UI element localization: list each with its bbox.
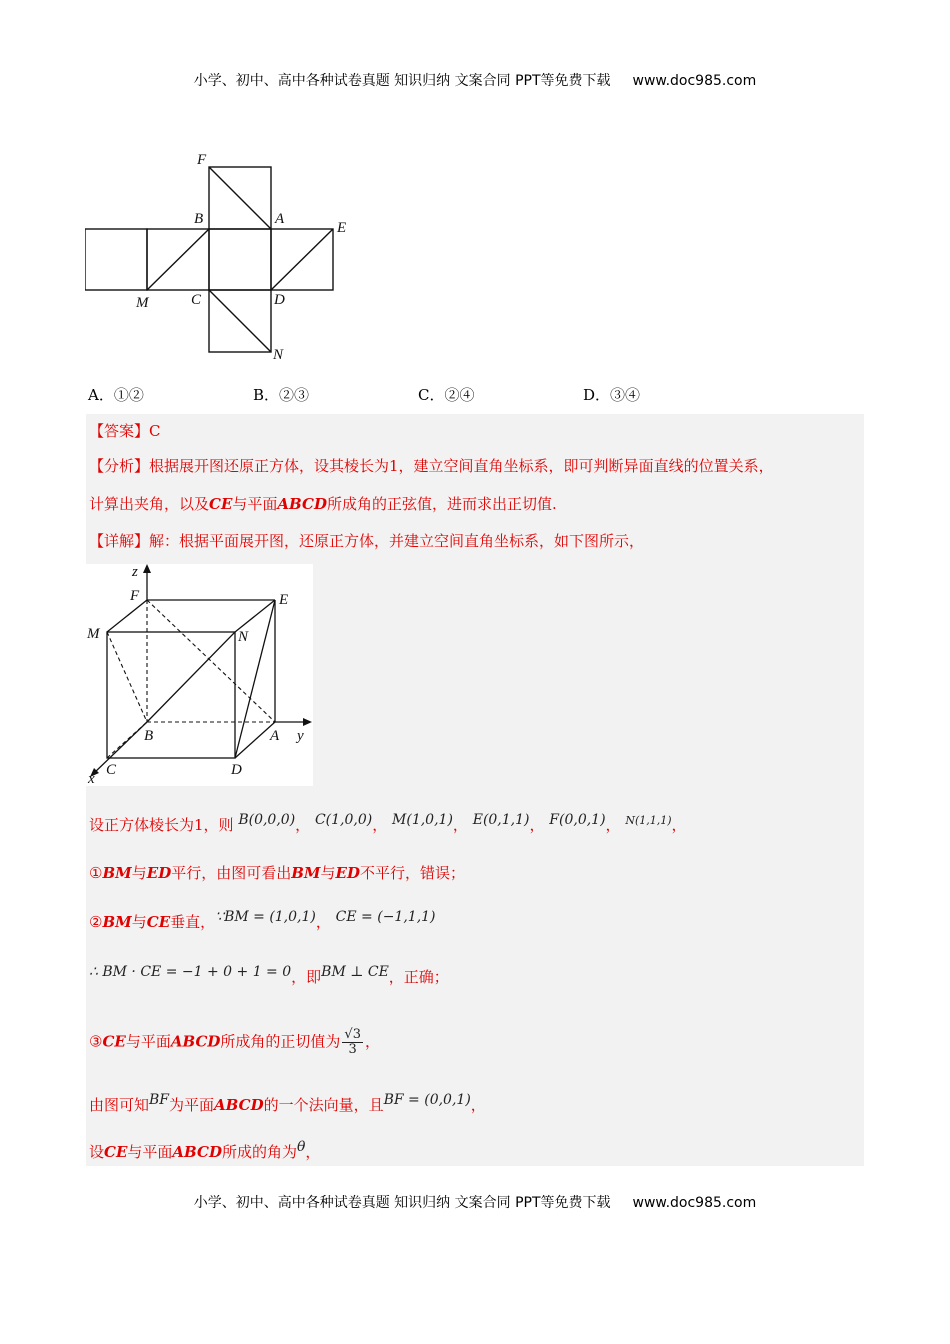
net-diagonal-mb [147, 229, 209, 290]
cube-label-e: E [279, 592, 289, 608]
answer-tag: 【答案】 [89, 422, 150, 440]
net-diagonal-fa [209, 167, 271, 229]
analysis-tag: 【分析】 [89, 457, 150, 475]
item3-t3: ， [364, 1032, 380, 1051]
normal-t1: 由图可知 [89, 1096, 150, 1114]
option-b[interactable]: B．②③ [253, 386, 310, 404]
option-d[interactable]: D．③④ [583, 386, 641, 404]
detail-line [89, 530, 644, 551]
page-header [0, 70, 950, 90]
net-label-a: A [275, 211, 285, 227]
net-label-e: E [337, 220, 347, 236]
normal-bf: BF [149, 1092, 170, 1108]
net-diagonal-de [271, 229, 333, 290]
perpendicular-statement: BM ⊥ CE [321, 964, 389, 980]
dot-product: ∴ BM · CE = −1 + 0 + 1 = 0 [89, 964, 292, 980]
item1-ed2: ED [335, 864, 360, 882]
item1-bm: BM [102, 864, 132, 882]
net-label-n: N [273, 347, 284, 363]
vector-bm: ∵BM = (1,0,1) [215, 909, 316, 925]
angle-line [89, 1141, 320, 1162]
angle-ce: CE [104, 1143, 128, 1161]
solution-panel [86, 414, 864, 1166]
analysis-text-2c: 所成角的正弦值，进而求出正切值. [326, 495, 557, 513]
angle-theta: θ [296, 1139, 306, 1155]
coord-f: F(0,0,1) [549, 812, 606, 828]
item1-t2: 平行，由图可看出 [171, 864, 292, 882]
item2-num: ② [89, 913, 103, 931]
coord-c: C(1,0,0) [314, 812, 373, 828]
item2-bm: BM [102, 913, 132, 931]
angle-t2: 与平面 [127, 1143, 173, 1161]
tangent-fraction [342, 1028, 363, 1057]
item2-line: ②BM与CE垂直，∵BM = (1,0,1)， CE = (−1,1,1) [89, 909, 436, 931]
net-label-f: F [197, 152, 207, 168]
item3-num: ③ [89, 1032, 103, 1051]
item1-bm2: BM [291, 864, 321, 882]
normal-line [89, 1094, 486, 1115]
analysis-text-1: 根据展开图还原正方体，设其棱长为1，建立空间直角坐标系，即可判断异面直线的位置关系， [149, 457, 774, 475]
analysis-line-2 [89, 493, 557, 514]
answer-line [89, 420, 161, 441]
net-label-m: M [136, 295, 149, 311]
analysis-text-2a: 计算出夹角，以及 [89, 495, 210, 513]
option-c[interactable]: C．②④ [418, 386, 475, 404]
angle-t3: 所成的角为 [221, 1143, 297, 1161]
net-label-d: D [274, 292, 285, 308]
net-square-center [209, 229, 271, 290]
header-text: 小学、初中、高中各种试卷真题 知识归纳 文案合同 PPT等免费下载 [193, 73, 611, 89]
item2-ce: CE [146, 913, 171, 931]
detail-tag: 【详解】 [89, 532, 150, 550]
normal-t2: 为平面 [169, 1096, 215, 1114]
item2-t1: 与 [131, 913, 147, 931]
item3-ce: CE [102, 1032, 126, 1051]
item1-t1: 与 [131, 864, 147, 882]
item3-line [89, 1028, 380, 1057]
fraction-denominator: 3 [348, 1042, 357, 1057]
item3-abcd: ABCD [170, 1032, 221, 1051]
analysis-ce: CE [209, 495, 233, 513]
item3-t1: 与平面 [125, 1032, 171, 1051]
cube-label-z: z [132, 564, 138, 580]
cube-label-m: M [87, 626, 100, 642]
net-square-left [85, 229, 147, 290]
footer-url[interactable]: www.doc985.com [632, 1195, 757, 1211]
analysis-text-2b: 与平面 [232, 495, 278, 513]
cube-label-d: D [231, 762, 242, 778]
item2-t2: 垂直， [170, 913, 216, 931]
item2b-t2: ，正确； [388, 968, 449, 986]
cube-label-n: N [238, 629, 249, 645]
detail-text: 解：根据平面展开图，还原正方体，并建立空间直角坐标系，如下图所示， [149, 532, 645, 550]
cube-label-f: F [130, 588, 140, 604]
item1-num: ① [89, 864, 103, 882]
item1-t4: 不平行，错误； [360, 864, 466, 882]
item1-ed: ED [146, 864, 172, 882]
coords-line: 设正方体棱长为1，则 B(0,0,0)， C(1,0,0)， M(1,0,1)， E(0,1,1)， F(0,0,1)， $^{N(1,1,1)}$， [89, 812, 687, 834]
net-label-c: C [191, 292, 202, 308]
cube-coordinate-figure [86, 564, 313, 786]
vector-ce: CE = (−1,1,1) [335, 909, 436, 925]
analysis-abcd: ABCD [277, 495, 327, 513]
net-label-b: B [194, 211, 204, 227]
cube-label-y: y [297, 728, 304, 744]
item2b-t1: ，即 [291, 968, 322, 986]
answer-options [88, 384, 868, 406]
cube-label-b: B [144, 728, 154, 744]
header-url[interactable]: www.doc985.com [632, 73, 757, 89]
fraction-numerator: √3 [344, 1027, 361, 1042]
coord-b: B(0,0,0) [238, 812, 296, 828]
coord-e: E(0,1,1) [472, 812, 530, 828]
item3-t2: 所成角的正切值为 [220, 1032, 341, 1051]
angle-abcd: ABCD [172, 1143, 222, 1161]
normal-abcd: ABCD [214, 1096, 264, 1114]
footer-text: 小学、初中、高中各种试卷真题 知识归纳 文案合同 PPT等免费下载 [193, 1195, 611, 1211]
angle-t4: ， [305, 1143, 321, 1161]
coord-n: N(1,1,1) [625, 814, 672, 827]
item2b-line [89, 966, 449, 987]
normal-t4: ， [470, 1096, 486, 1114]
cube-label-x: x [88, 771, 95, 786]
item1-line [89, 862, 465, 883]
page-footer [0, 1192, 950, 1212]
angle-t1: 设 [89, 1143, 105, 1161]
coord-m: M(1,0,1) [392, 812, 453, 828]
coords-intro: 设正方体棱长为1，则 [89, 816, 234, 834]
cube-label-c: C [106, 762, 117, 778]
net-diagonal-cn [209, 290, 271, 352]
option-a[interactable]: A．①② [88, 386, 144, 404]
vector-bf: BF = (0,0,1) [383, 1092, 471, 1108]
item1-t3: 与 [320, 864, 336, 882]
normal-t3: 的一个法向量，且 [263, 1096, 384, 1114]
cube-net-figure [85, 150, 365, 370]
analysis-line-1 [89, 455, 774, 476]
answer-value: C [149, 422, 161, 440]
cube-label-a: A [270, 728, 280, 744]
